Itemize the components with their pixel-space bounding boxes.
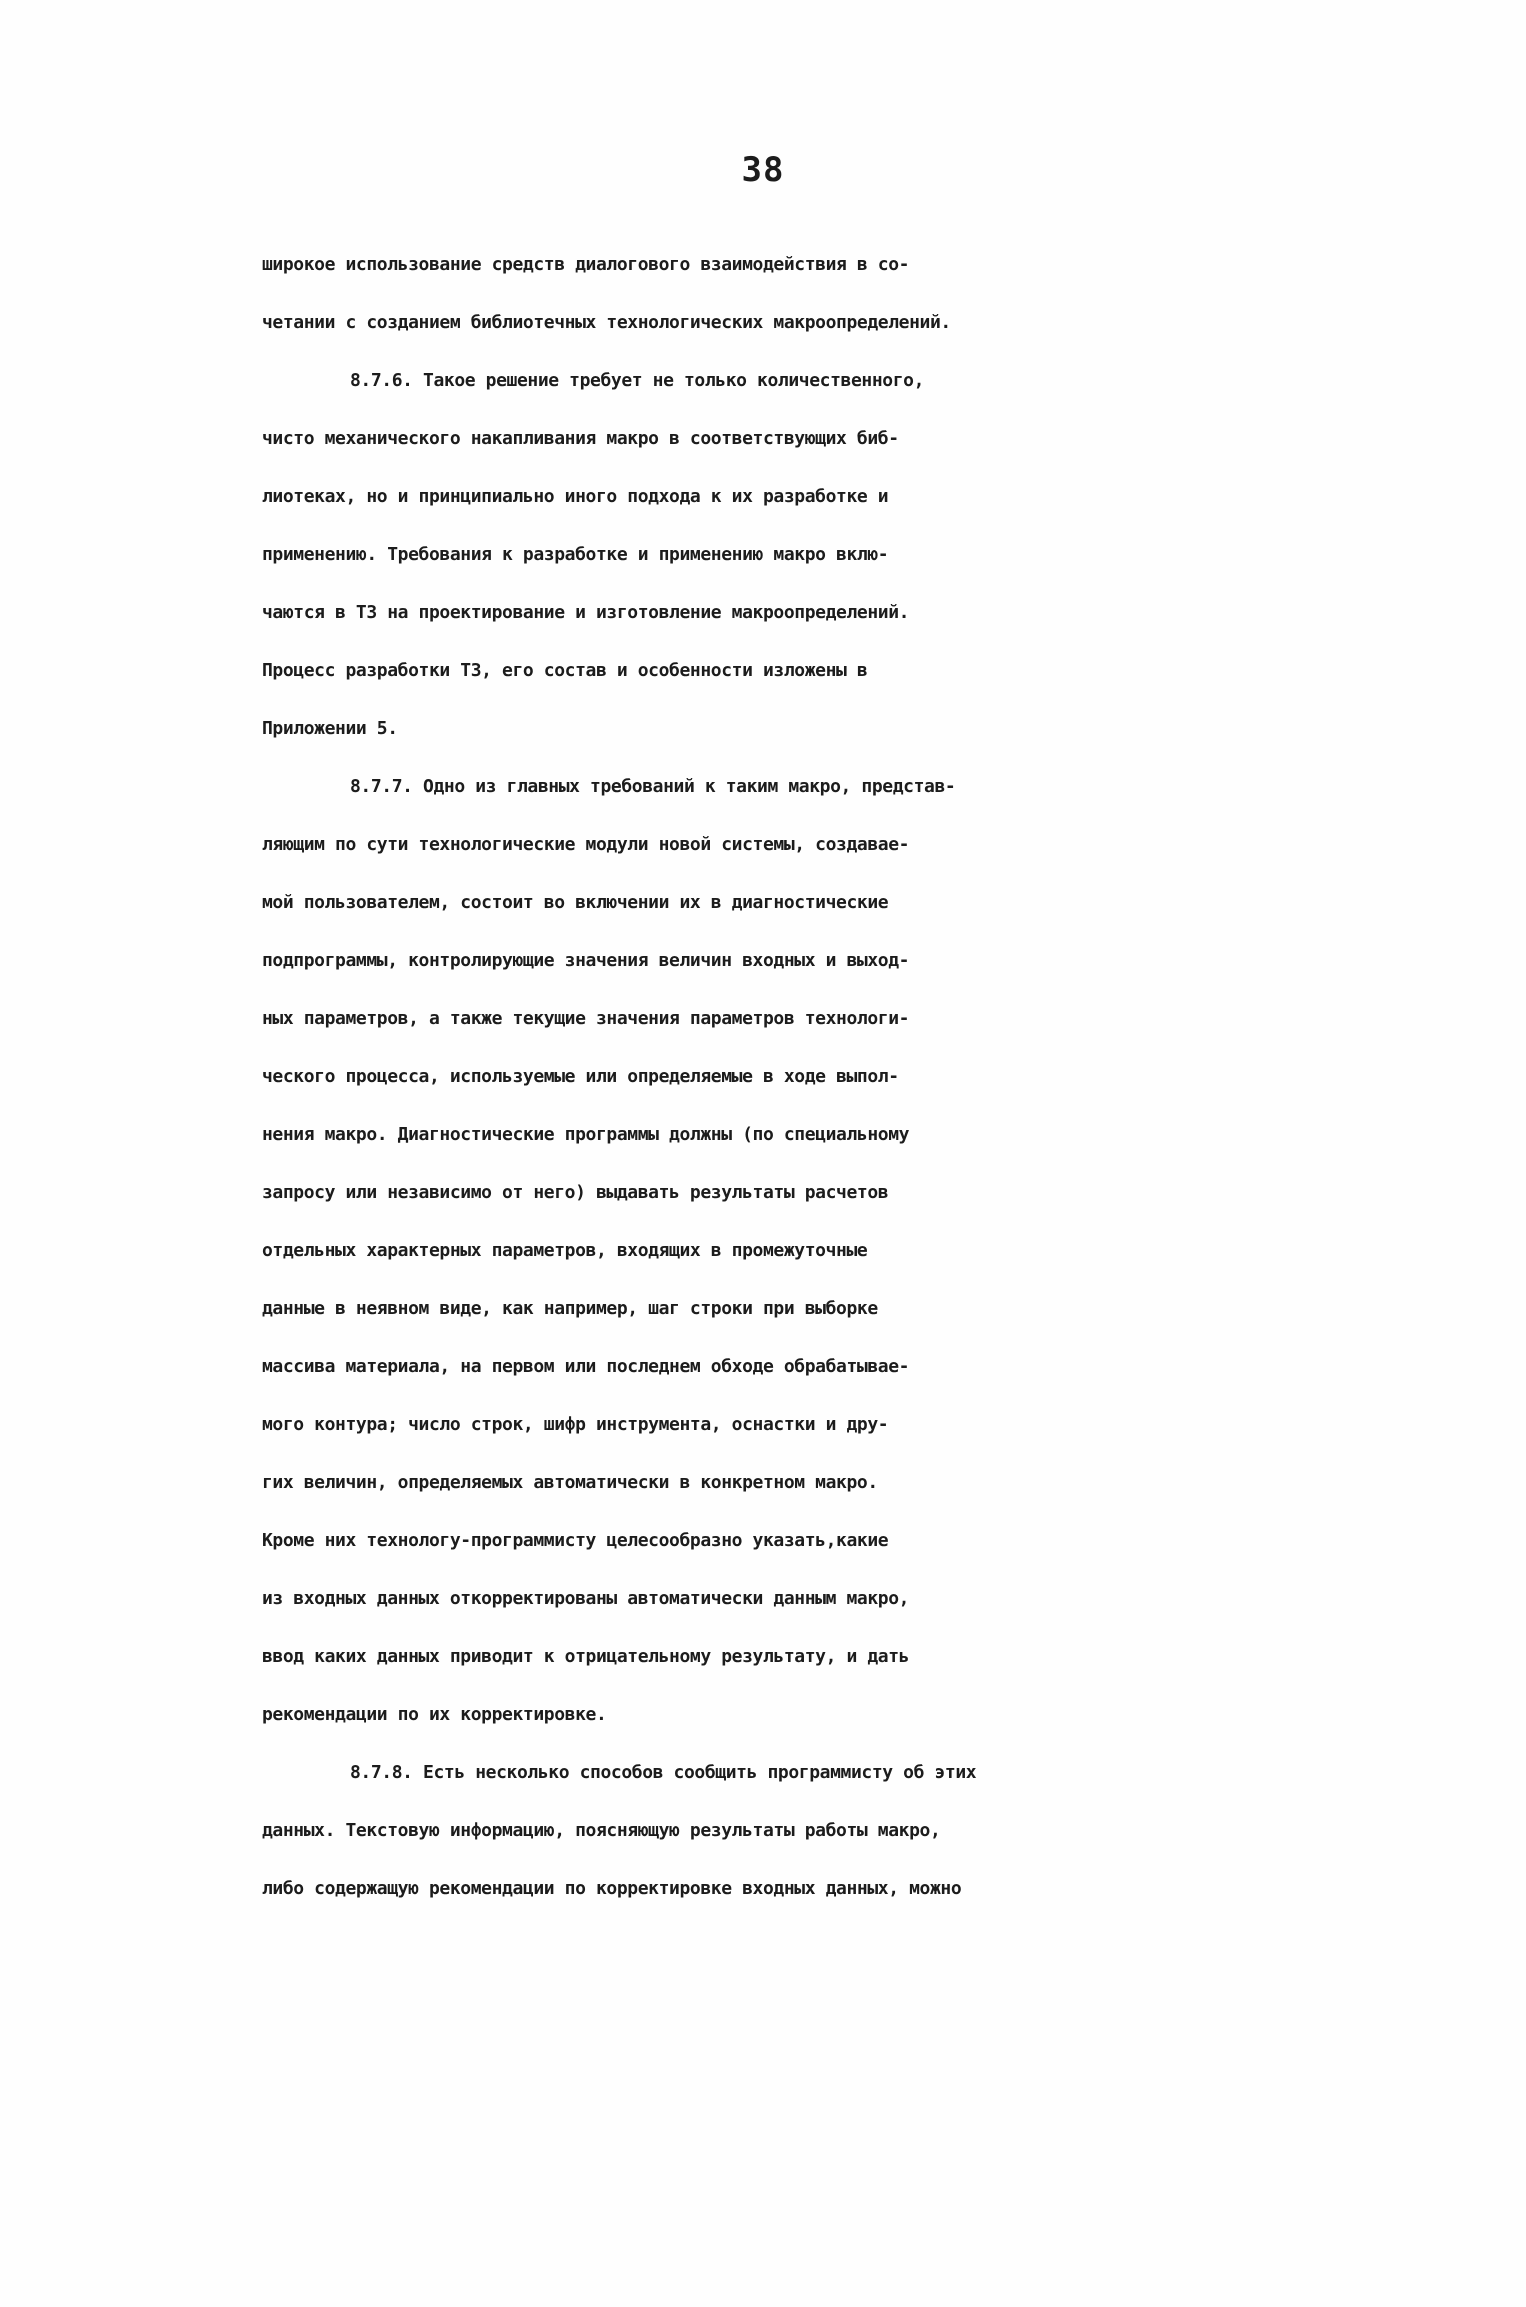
text-line: подпрограммы, контролирующие значения величин входных и выход- (262, 950, 910, 971)
page-number: 38 (741, 150, 785, 190)
text-line: применению. Требования к разработке и применению макро вклю- (262, 544, 889, 565)
text-line: 8.7.7. Одно из главных требований к таким макро, представ- (350, 776, 956, 797)
text-line: из входных данных откорректированы автоматически данным макро, (262, 1588, 910, 1609)
text-line: 8.7.6. Такое решение требует не только количественного, (350, 370, 925, 391)
text-line: широкое использование средств диалогового взаимодействия в со- (262, 254, 910, 275)
text-line: запросу или независимо от него) выдавать результаты расчетов (262, 1182, 889, 1203)
text-line: гих величин, определяемых автоматически в конкретном макро. (262, 1472, 878, 1493)
text-line: нения макро. Диагностические программы должны (по специальному (262, 1124, 910, 1145)
text-line: отдельных характерных параметров, входящих в промежуточные (262, 1240, 868, 1261)
text-line: данных. Текстовую информацию, поясняющую результаты работы макро, (262, 1820, 941, 1841)
text-line: либо содержащую рекомендации по корректировке входных данных, можно (262, 1878, 962, 1899)
text-line: лиотеках, но и принципиально иного подхода к их разработке и (262, 486, 889, 507)
body-text (262, 236, 1502, 1918)
text-line: ввод каких данных приводит к отрицательному результату, и дать (262, 1646, 910, 1667)
text-line: рекомендации по их корректировке. (262, 1704, 607, 1725)
text-line: ческого процесса, используемые или определяемые в ходе выпол- (262, 1066, 899, 1087)
text-line: ляющим по сути технологические модули новой системы, создавае- (262, 834, 910, 855)
text-line: чаются в ТЗ на проектирование и изготовление макроопределений. (262, 602, 910, 623)
text-line: Кроме них технологу-программисту целесообразно указать,какие (262, 1530, 889, 1551)
text-line: 8.7.8. Есть несколько способов сообщить программисту об этих (350, 1762, 977, 1783)
text-line: мого контура; число строк, шифр инструмента, оснастки и дру- (262, 1414, 889, 1435)
text-line: данные в неявном виде, как например, шаг строки при выборке (262, 1298, 878, 1319)
text-line: четании с созданием библиотечных технологических макроопределений. (262, 312, 951, 333)
text-line: Процесс разработки ТЗ, его состав и особенности изложены в (262, 660, 868, 681)
text-line: чисто механического накапливания макро в соответствующих биб- (262, 428, 899, 449)
text-line: ных параметров, а также текущие значения параметров технологи- (262, 1008, 910, 1029)
text-line: мой пользователем, состоит во включении их в диагностические (262, 892, 889, 913)
text-line: Приложении 5. (262, 718, 398, 739)
text-line: массива материала, на первом или последнем обходе обрабатывае- (262, 1356, 910, 1377)
